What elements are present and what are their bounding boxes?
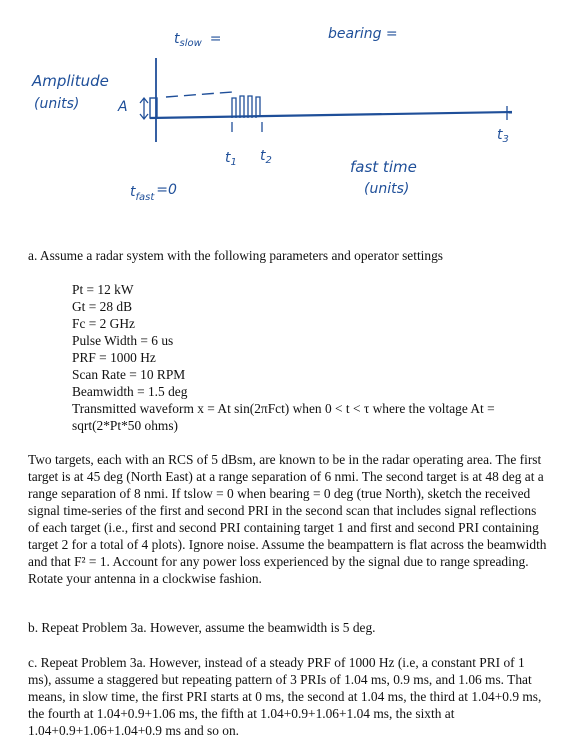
fast-time-label: fast time: [350, 158, 417, 176]
echo-pulse: [232, 96, 260, 118]
t1-label: $t_1$: [225, 150, 237, 168]
amplitude-units: (units): [34, 96, 80, 112]
param-beamwidth: Beamwidth = 1.5 deg: [72, 384, 188, 399]
amplitude-label: Amplitude: [32, 72, 109, 90]
t-fast-label: $t_{fast} =0$: [130, 182, 177, 203]
fast-time-units: (units): [364, 181, 410, 197]
fast-time-axis: [150, 112, 512, 118]
param-waveform: Transmitted waveform x = At sin(2πFct) when 0 < t < τ where the voltage At = sqrt(2*Pt*50 ohms): [72, 401, 495, 433]
t2-label: $t_2$: [260, 148, 272, 166]
param-pt: Pt = 12 kW: [72, 282, 134, 297]
t-slow-label: $t_{slow}$ =: [174, 31, 222, 49]
problem-c-text: c. Repeat Problem 3a. However, instead of a steady PRF of 1000 Hz (i.e, a constant PRI of 1 ms), assume a staggered but repeating pattern of 3 PRIs of 1.04 ms, 0.9 ms, and 1.06 ms. That means, in slow time, the first PRI starts at 0 ms, the second at 1.04 ms, the third at 1.04+0.9 ms, the fourth at 1.04+0.9+1.06 ms, the fifth at 1.04+0.9+1.06+1.04 ms, the sixth at 1.04+0.9+1.06+1.04+0.9 ms and so on.: [28, 655, 542, 738]
problem-a-intro: a. Assume a radar system with the following parameters and operator settings: [28, 248, 443, 263]
problem-b-text: b. Repeat Problem 3a. However, assume the beamwidth is 5 deg.: [28, 620, 376, 635]
param-gt: Gt = 28 dB: [72, 299, 133, 314]
sketch-diagram: [0, 0, 572, 225]
problem-a-body: Two targets, each with an RCS of 5 dBsm, are known to be in the radar operating area. The first target is at 45 deg (North East) at a range separation of 6 nmi. The second target is at 48 deg at a range separation of 8 nmi. If tslow = 0 when bearing = 0 deg (true North), sketch the received signal time-series of the first and second PRI in the second scan that includes signal reflections of each target (i.e., first and second PRI containing target 1 and first and second PRI containing target 2 for a total of 4 plots). Ignore noise. Assume the beampattern is flat across the beamwidth and that F² = 1. Account for any power loss experienced by the signal due to range spreading. Rotate your antenna in a clockwise fashion.: [28, 452, 547, 586]
param-prf: PRF = 1000 Hz: [72, 350, 156, 365]
amplitude-arrow-icon: [140, 98, 148, 119]
param-pulse-width: Pulse Width = 6 us: [72, 333, 174, 348]
amplitude-level-dash: [166, 92, 232, 97]
param-scan-rate: Scan Rate = 10 RPM: [72, 367, 186, 382]
amplitude-symbol: A: [118, 99, 128, 115]
param-fc: Fc = 2 GHz: [72, 316, 135, 331]
t3-label: $t_3$: [497, 127, 509, 145]
bearing-label: bearing =: [328, 26, 398, 42]
parameter-list: [72, 281, 554, 434]
